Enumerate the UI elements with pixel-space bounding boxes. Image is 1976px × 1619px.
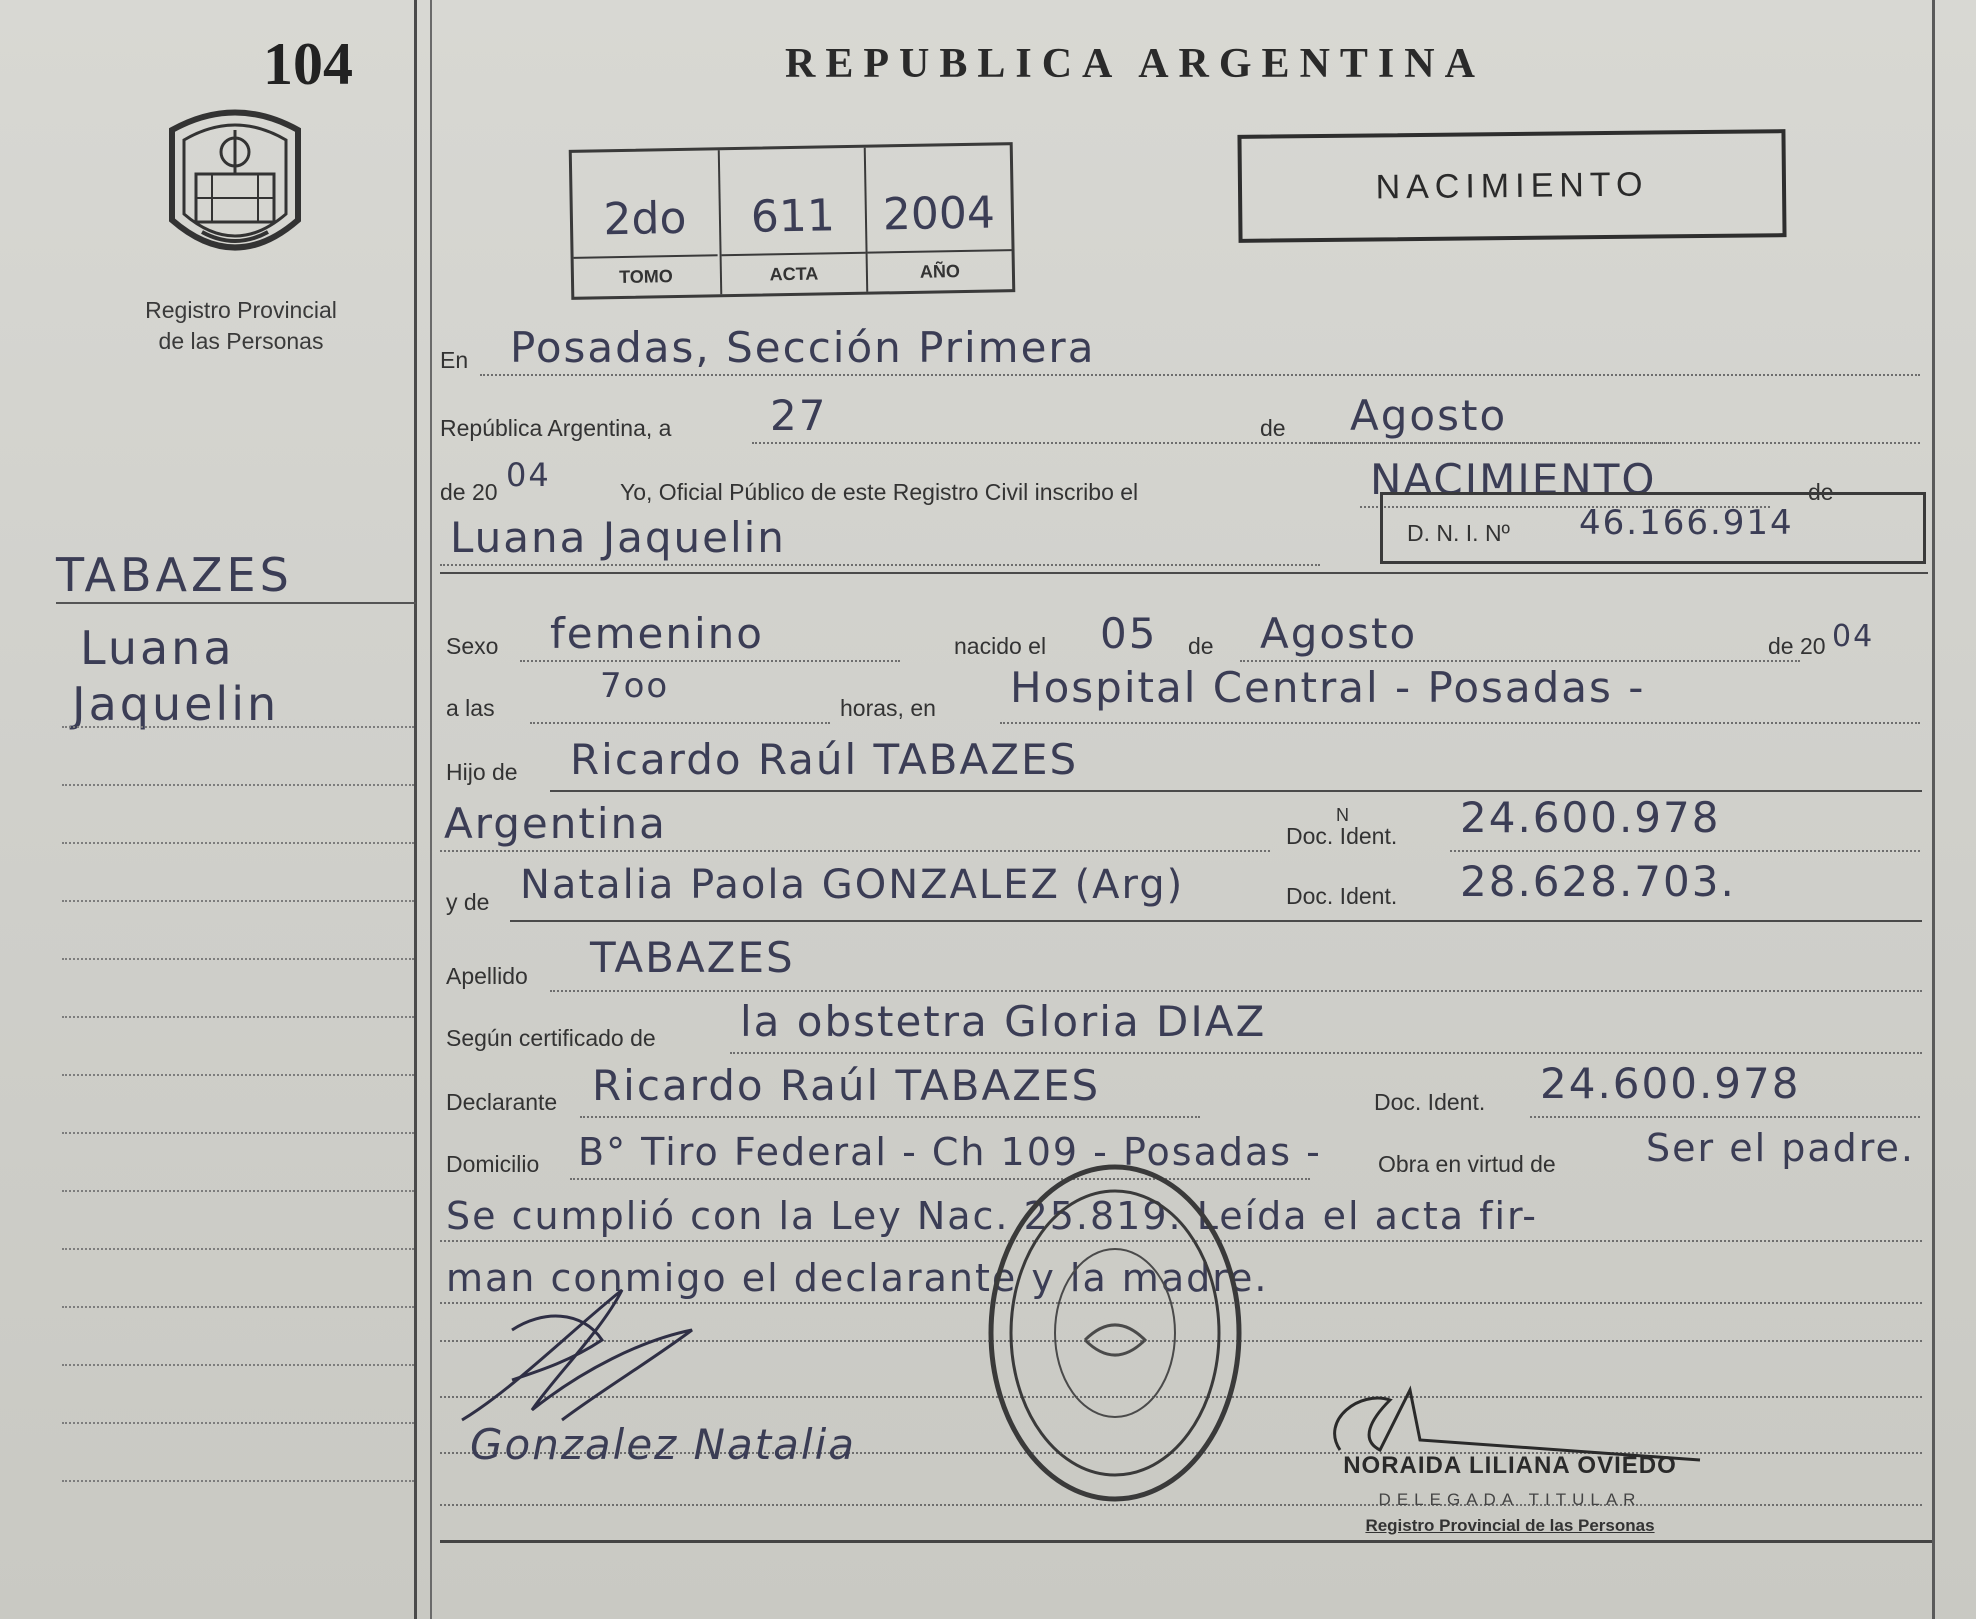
declarant-signature	[452, 1270, 752, 1440]
record-number-box	[569, 142, 1016, 300]
record-type-box	[1237, 129, 1786, 243]
location-value: Posadas, Sección Primera	[510, 323, 1096, 372]
note-line-1: Se cumplió con la Ley Nac. 25.819. Leída el acta fir-	[446, 1194, 1538, 1238]
row-surname	[440, 933, 1928, 996]
domicilio-label: Domicilio	[446, 1151, 540, 1177]
mother-name-value: Natalia Paola GONZALEZ (Arg)	[520, 862, 1185, 908]
row-declarant	[440, 1059, 1928, 1122]
sexo-label: Sexo	[446, 633, 499, 659]
official-signature-block	[1290, 1452, 1730, 1536]
year-prefix: de 20	[440, 479, 498, 505]
ano-value: 2004	[882, 187, 996, 241]
row-father-doc	[440, 793, 1928, 856]
margin-ruled-lines	[62, 726, 414, 1538]
birth-place-value: Hospital Central - Posadas -	[1010, 663, 1646, 712]
month-value: Agosto	[1350, 391, 1508, 440]
inscribe-value: NACIMIENTO	[1370, 455, 1657, 504]
declarante-value: Ricardo Raúl TABAZES	[592, 1061, 1101, 1110]
en-label: En	[440, 347, 469, 373]
country-title: REPUBLICA ARGENTINA	[785, 41, 1485, 87]
ano-cell	[864, 145, 1012, 292]
dni-box	[1380, 492, 1926, 564]
nacido-label: nacido el	[954, 633, 1047, 659]
a-las-label: a las	[446, 695, 495, 721]
declarante-label: Declarante	[446, 1089, 558, 1115]
certifier-value: la obstetra Gloria DIAZ	[740, 997, 1267, 1046]
official-rubber-stamp	[985, 1160, 1245, 1506]
left-margin-rule	[414, 0, 417, 1619]
y-de-label: y de	[446, 889, 490, 915]
acta-value: 611	[750, 190, 836, 243]
note-line-2: man conmigo el declarante y la madre.	[446, 1256, 1269, 1300]
margin-surname: TABAZES	[56, 548, 416, 604]
child-name-value: Luana Jaquelin	[450, 513, 786, 562]
hijo-label: Hijo de	[446, 759, 518, 785]
page-number: 104	[263, 31, 353, 97]
mother-doc-label: Doc. Ident.	[1286, 883, 1398, 909]
dni-value: 46.166.914	[1579, 503, 1794, 543]
provincial-seal-emblem	[162, 100, 308, 268]
acta-cell	[718, 148, 866, 295]
de-label-2: de	[1808, 479, 1834, 505]
year-value: 04	[506, 456, 551, 494]
oficial-text: Yo, Oficial Público de este Registro Civil inscribo el	[620, 479, 1139, 505]
registry-title-line2: de las Personas	[158, 328, 324, 354]
tomo-value: 2do	[603, 192, 687, 246]
acta-label: ACTA	[722, 252, 867, 295]
horas-label: horas, en	[840, 695, 936, 721]
declarante-doc-value: 24.600.978	[1540, 1059, 1801, 1108]
mother-signature: Gonzalez Natalia	[470, 1420, 856, 1469]
official-role: DELEGADA TITULAR	[1378, 1490, 1642, 1509]
obra-value: Ser el padre.	[1646, 1126, 1915, 1170]
birth-month-value: Agosto	[1260, 609, 1418, 658]
row-hour-place	[440, 663, 1928, 728]
apellido-label: Apellido	[446, 963, 528, 989]
row-sex-birth	[440, 606, 1928, 666]
registry-title-line1: Registro Provincial	[145, 297, 337, 323]
segun-label: Según certificado de	[446, 1025, 656, 1051]
father-doc-n: N	[1336, 805, 1349, 825]
ano-label: AÑO	[868, 249, 1013, 292]
margin-given-name-2: Jaquelin	[72, 677, 280, 731]
de-label: de	[1260, 415, 1286, 441]
tomo-label: TOMO	[574, 254, 719, 297]
official-name: NORAIDA LILIANA OVIEDO	[1343, 1452, 1677, 1479]
section-divider	[440, 572, 1928, 574]
father-name-value: Ricardo Raúl TABAZES	[570, 735, 1079, 784]
father-nationality-value: Argentina	[444, 799, 667, 848]
birth-year-prefix: de 20	[1768, 633, 1826, 659]
birth-day-value: 05	[1100, 609, 1158, 658]
bottom-rule	[440, 1540, 1932, 1543]
margin-given-name-1: Luana	[80, 621, 235, 675]
father-doc-value: 24.600.978	[1460, 793, 1721, 842]
republica-label: República Argentina, a	[440, 415, 672, 441]
declarante-doc-label: Doc. Ident.	[1374, 1089, 1486, 1115]
dni-label: D. N. I. Nº	[1407, 520, 1510, 546]
row-date	[440, 388, 1928, 448]
official-organization: Registro Provincial de las Personas	[1365, 1516, 1655, 1535]
inner-margin-rule	[430, 0, 432, 1619]
right-margin-rule	[1932, 0, 1935, 1619]
margin-given-names	[72, 620, 280, 732]
birth-year-value: 04	[1832, 619, 1875, 654]
registry-title	[96, 295, 386, 357]
apellido-value: TABAZES	[590, 933, 795, 982]
birth-de-label: de	[1188, 633, 1214, 659]
mother-doc-value: 28.628.703.	[1460, 857, 1736, 906]
sexo-value: femenino	[550, 609, 764, 658]
row-mother	[440, 857, 1928, 922]
obra-label: Obra en virtud de	[1378, 1151, 1556, 1177]
domicilio-value: B° Tiro Federal - Ch 109 - Posadas -	[578, 1130, 1322, 1174]
father-doc-label: Doc. Ident.	[1286, 823, 1398, 849]
record-type-label: NACIMIENTO	[1375, 165, 1649, 207]
row-father	[440, 732, 1928, 792]
row-location	[440, 320, 1928, 380]
day-value: 27	[770, 391, 828, 440]
hour-value: 7oo	[600, 666, 670, 706]
row-certificate	[440, 998, 1928, 1058]
tomo-cell	[572, 150, 718, 296]
